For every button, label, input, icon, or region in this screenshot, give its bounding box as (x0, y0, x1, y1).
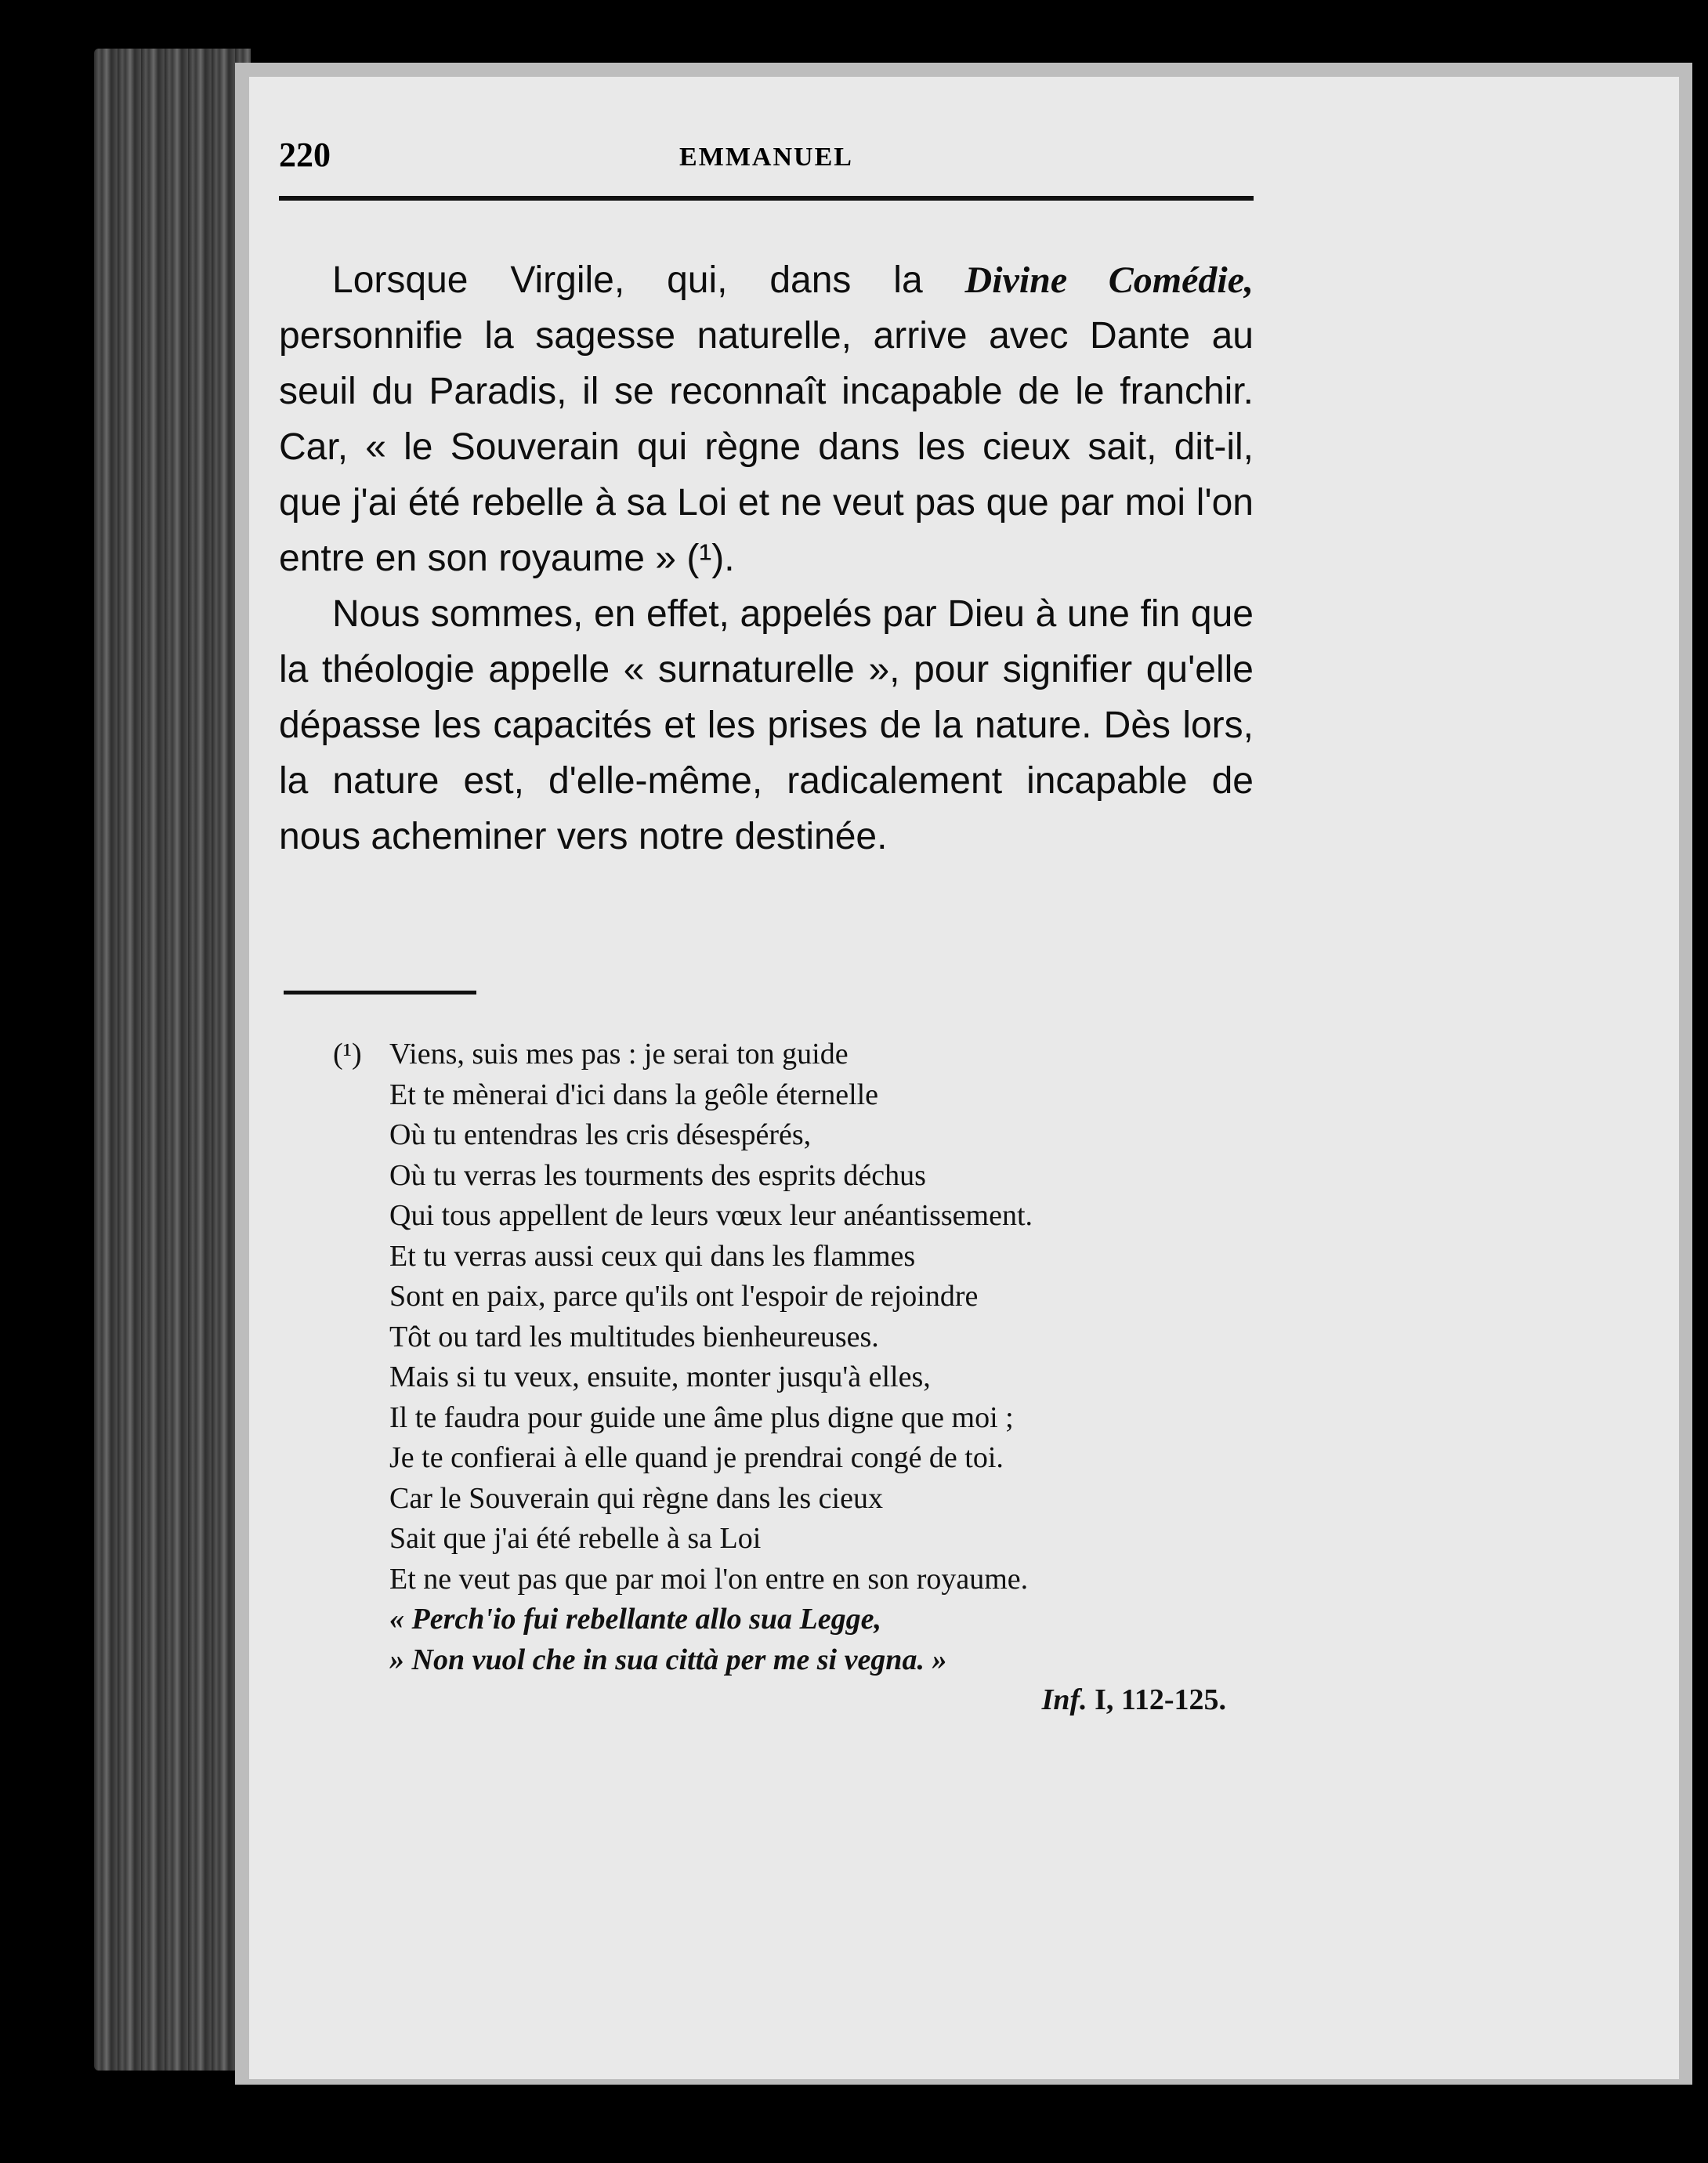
footnote-line: Où tu verras les tourments des esprits déchus (389, 1158, 926, 1192)
book-page-edges (94, 49, 251, 2071)
footnote-line: Car le Souverain qui règne dans les cieux (389, 1481, 883, 1515)
paragraph-1-work-title: Divine Comédie, (964, 259, 1254, 301)
footnote-rule (284, 991, 476, 995)
footnote-line: Et tu verras aussi ceux qui dans les flammes (389, 1239, 916, 1273)
footnote-verse (389, 1034, 1242, 1721)
footnote-line: Et ne veut pas que par moi l'on entre en son royaume. (389, 1562, 1029, 1596)
footnote-line: Mais si tu veux, ensuite, monter jusqu'à elles, (389, 1360, 931, 1393)
footnote-line: Qui tous appellent de leurs vœux leur anéantissement. (389, 1199, 1033, 1232)
page-header (279, 135, 1254, 190)
footnote-line: Il te faudra pour guide une âme plus digne que moi ; (389, 1400, 1014, 1434)
footnote-line: Où tu entendras les cris désespérés, (389, 1118, 812, 1151)
footnote-line: Et te mènerai d'ici dans la geôle éternelle (389, 1078, 879, 1111)
footnote-line: Sont en paix, parce qu'ils ont l'espoir de rejoindre (389, 1280, 979, 1313)
citation-reference: I, 112-125. (1087, 1683, 1226, 1716)
footnote-marker: (¹) (333, 1038, 362, 1071)
citation-work: Inf. (1041, 1683, 1087, 1716)
footnote-line: Tôt ou tard les multitudes bienheureuses. (389, 1320, 879, 1353)
main-text (279, 252, 1254, 864)
footnote (333, 1034, 1242, 1721)
paragraph-1 (279, 252, 1254, 586)
footnote-italian-line: « Perch'io fui rebellante allo sua Legge, (389, 1603, 882, 1636)
footnote-line: Sait que j'ai été rebelle à sa Loi (389, 1522, 762, 1555)
footnote-line: Viens, suis mes pas : je serai ton guide (389, 1038, 849, 1071)
paragraph-1-rest: personnifie la sagesse naturelle, arrive avec Dante au seuil du Paradis, il se reconnaît incapable de le franchir. Car, « le Souverain qui règne dans les cieux sait, dit-il, que j'ai été rebelle à sa Loi et ne veut pas que par moi l'on entre en son royaume » (¹). (279, 315, 1254, 579)
header-rule (279, 196, 1254, 201)
running-head: EMMANUEL (679, 143, 853, 172)
page-number: 220 (279, 136, 331, 174)
paragraph-2: Nous sommes, en effet, appelés par Dieu à une fin que la théologie appelle « surnaturelle », pour signifier qu'elle dépasse les capacités et les prises de la nature. Dès lors, la nature est, d'elle-même, radicalement incapable de nous acheminer vers notre destinée. (279, 593, 1254, 857)
footnote-citation (389, 1680, 1242, 1721)
paragraph-1-start: Lorsque Virgile, qui, dans la (332, 259, 965, 301)
footnote-line: Je te confierai à elle quand je prendrai congé de toi. (389, 1441, 1004, 1474)
footnote-italian-line: » Non vuol che in sua città per me si vegna. » (389, 1643, 947, 1676)
